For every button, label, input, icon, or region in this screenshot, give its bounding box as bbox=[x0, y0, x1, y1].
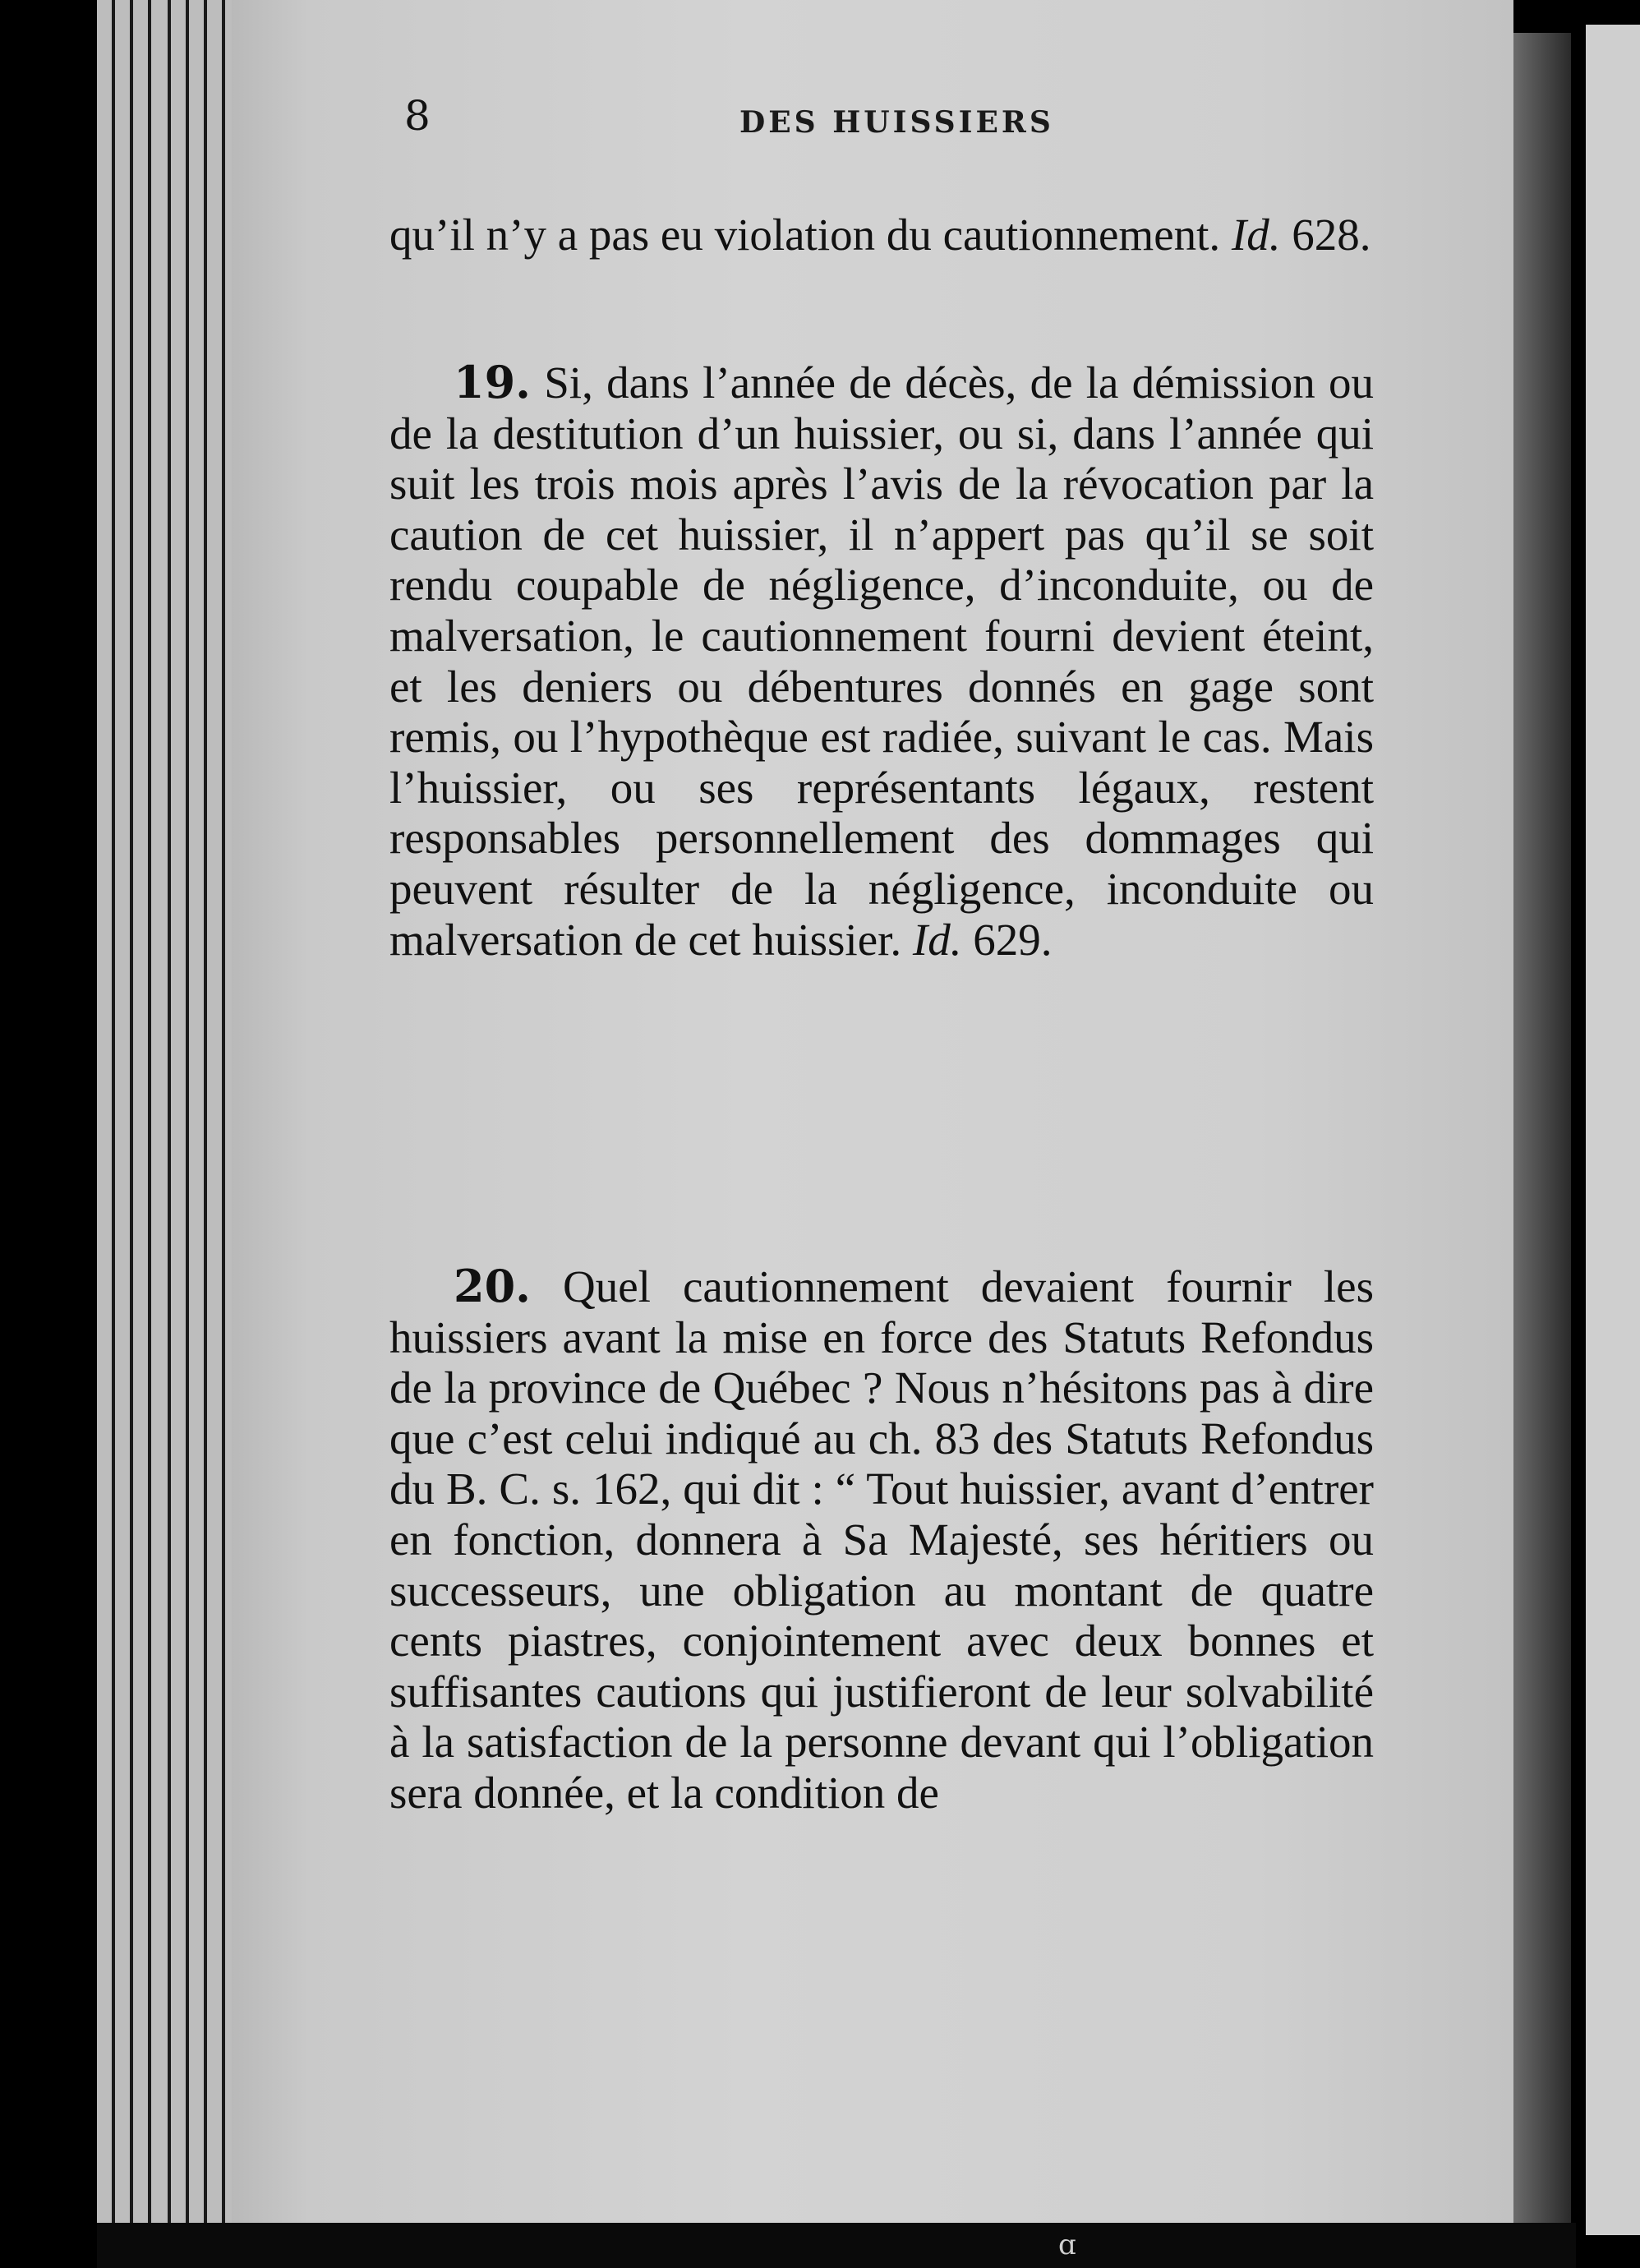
page-edge-line bbox=[222, 0, 225, 2227]
reference-label: Id. bbox=[912, 914, 962, 965]
reference-label: Id. bbox=[1231, 210, 1281, 260]
page-number: 8 bbox=[404, 92, 431, 140]
facing-page-edge bbox=[1586, 25, 1640, 2235]
page-edge-line bbox=[148, 0, 151, 2227]
page-edge-line bbox=[168, 0, 171, 2227]
article-number: 20. bbox=[454, 1260, 531, 1312]
book-page bbox=[232, 0, 1513, 2223]
page-edge-line bbox=[112, 0, 115, 2227]
paragraph-19 bbox=[389, 357, 1374, 965]
running-head: DES HUISSIERS bbox=[739, 105, 1054, 140]
paragraph-text: qu’il n’y a pas eu violation du cautionnement. bbox=[389, 210, 1221, 260]
reference-value: 629. bbox=[973, 914, 1053, 965]
bottom-margin bbox=[97, 2223, 1576, 2268]
reference-value: 628. bbox=[1292, 210, 1371, 260]
footer-mark: ɑ bbox=[1058, 2229, 1076, 2261]
paragraph-text: Si, dans l’année de décès, de la démission ou de la destitution d’un huissier, ou si, dans l’année qui suit les trois mois après l’avis de la révocation par la caution de cet huissier, il n’appert pas qu’il se soit rendu coupable de négligence, d’inconduite, ou de malversation, le cautionnement fourni devient éteint, et les deniers ou débentures donnés en gage sont remis, ou l’hypothèque est radiée, suivant le cas. Mais l’huissier, ou ses représentants légaux, restent responsables personnellement des dommages qui peuvent résulter de la négligence, inconduite ou malversation de cet huissier. bbox=[389, 357, 1375, 965]
page-edge-line bbox=[186, 0, 189, 2227]
paragraph-text: Quel cautionnement devaient fournir les huissiers avant la mise en force des Statuts Refondus de la province de Québec ? Nous n’hésitons pas à dire que c’est celui indiqué au ch. 83 des Statuts Refondus du B. C. s. 162, qui dit : “ Tout huissier, avant d’entrer en fonction, donnera à Sa Majesté, ses héritiers ou successeurs, une obligation au montant de quatre cents piastres, conjointement avec deux bonnes et suffisantes cautions qui justifieront de leur solvabilité à la satisfaction de la personne devant qui l’obligation sera donnée, et la condition de bbox=[389, 1261, 1374, 1818]
page-edge-line bbox=[130, 0, 133, 2227]
page-edge-line bbox=[204, 0, 207, 2227]
article-number: 19. bbox=[454, 356, 531, 408]
page-edges bbox=[97, 0, 237, 2227]
paragraph-continuation bbox=[389, 210, 1374, 260]
gutter-shadow bbox=[1513, 33, 1571, 2223]
paragraph-20 bbox=[389, 1261, 1374, 1819]
